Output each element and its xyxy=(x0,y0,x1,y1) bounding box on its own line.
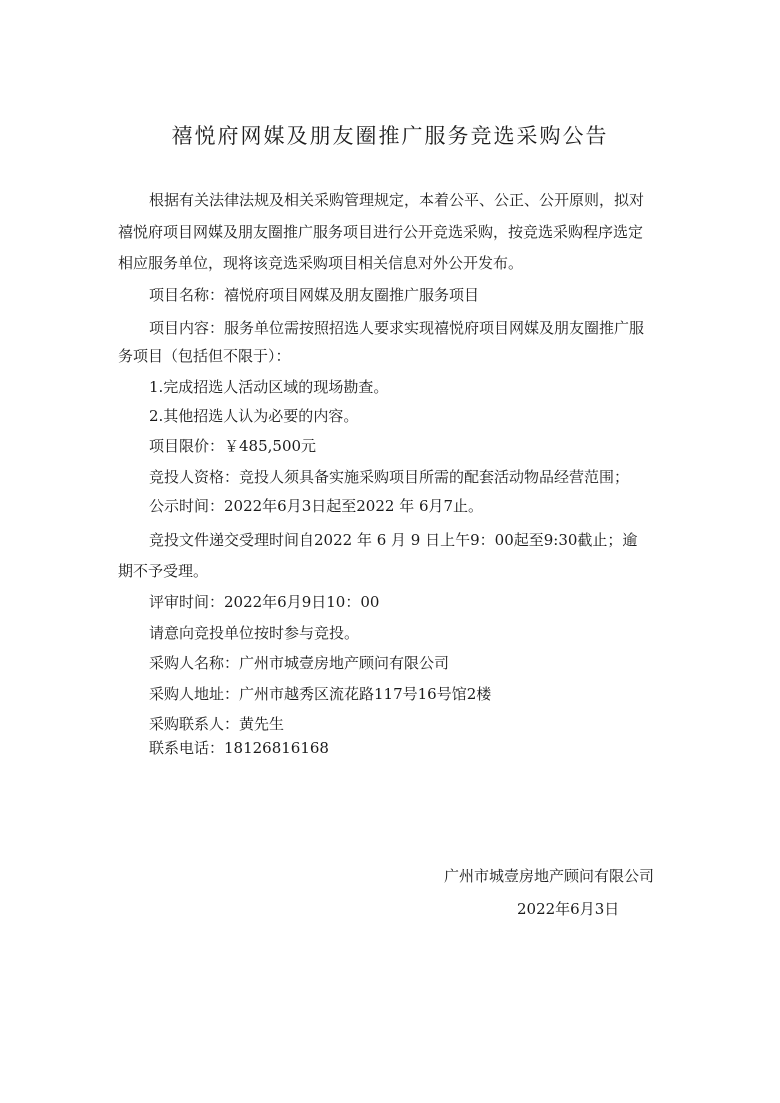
submission-line-2: 期不予受理。 xyxy=(118,562,209,580)
publicity-period: 公示时间：2022年6月3日起至2022 年 6月7止。 xyxy=(149,497,484,515)
intro-line-1: 根据有关法律法规及相关采购管理规定，本着公平、公正、公开原则，拟对 xyxy=(149,191,645,209)
contact-phone: 联系电话：18126816168 xyxy=(149,739,329,757)
signature-date: 2022年6月3日 xyxy=(517,900,620,918)
purchaser-address: 采购人地址：广州市越秀区流花路117号16号馆2楼 xyxy=(149,685,492,703)
intro-line-3: 相应服务单位，现将该竞选采购项目相关信息对外公开发布。 xyxy=(118,254,524,272)
document-title: 禧悦府网媒及朋友圈推广服务竞选采购公告 xyxy=(171,124,609,148)
qualification: 竞投人资格：竞投人须具备实施采购项目所需的配套活动物品经营范围； xyxy=(149,468,630,486)
project-content-line-2: 务项目（包括但不限于）： xyxy=(118,347,291,365)
purchaser-name: 采购人名称：广州市城壹房地产顾问有限公司 xyxy=(149,654,450,672)
intro-line-2: 禧悦府项目网媒及朋友圈推广服务项目进行公开竞选采购，按竞选采购程序选定 xyxy=(118,223,644,241)
project-content-line-1: 项目内容：服务单位需按照招选人要求实现禧悦府项目网媒及朋友圈推广服 xyxy=(149,319,645,337)
list-item: 1.完成招选人活动区域的现场勘查。 xyxy=(149,378,389,396)
list-item: 2.其他招选人认为必要的内容。 xyxy=(149,407,359,425)
project-name: 项目名称：禧悦府项目网媒及朋友圈推广服务项目 xyxy=(149,286,480,304)
price-limit: 项目限价：￥485,500元 xyxy=(149,437,317,455)
contact-person: 采购联系人：黄先生 xyxy=(149,715,285,733)
submission-line-1: 竞投文件递交受理时间自2022 年 6 月 9 日上午9：00起至9:30截止；逾 xyxy=(149,531,638,549)
signature-company: 广州市城壹房地产顾问有限公司 xyxy=(444,867,655,885)
participation-notice: 请意向竞投单位按时参与竞投。 xyxy=(149,624,360,642)
review-time: 评审时间：2022年6月9日10：00 xyxy=(149,593,380,611)
